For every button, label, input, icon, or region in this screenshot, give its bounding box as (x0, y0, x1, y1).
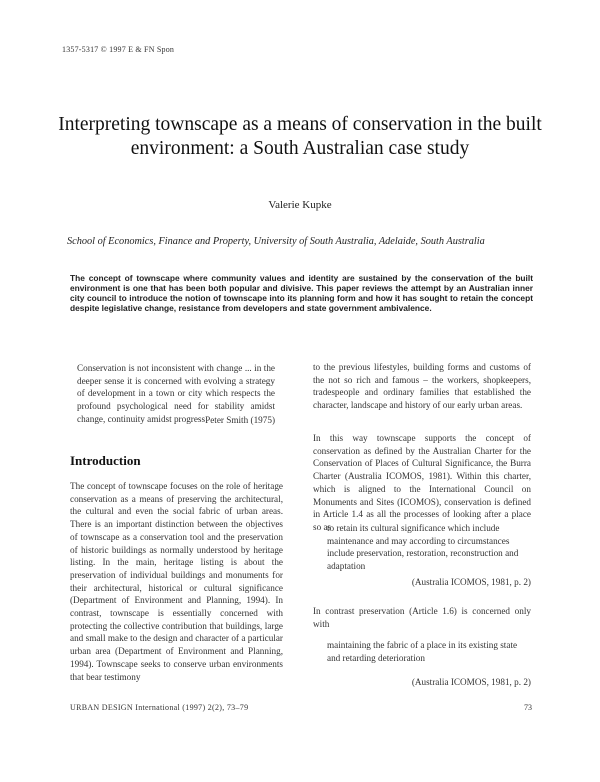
block-quote-1: to retain its cultural significance which include maintenance and may according to circumstances include preservation, restoration, reconstruction and adaptation (327, 523, 519, 572)
column2-paragraph-2: In this way townscape supports the concept of conservation as defined by the Australian Charter for the Conservation of Places of Cultural Significance, the Burra Charter (Australia ICOMOS, 1981). Within this charter, which is aligned to the International Council on Monuments and Sites (ICOMOS), conservation is defined in Article 1.4 as all the processes of looking after a place so as (313, 433, 531, 532)
author-name: Valerie Kupke (268, 199, 332, 211)
author-affiliation: School of Economics, Finance and Property, University of South Australia, Adelaide, South Australia (67, 236, 485, 247)
page-number: 73 (524, 703, 532, 712)
footer-journal-citation: URBAN DESIGN International (1997) 2(2), 73–79 (70, 703, 249, 712)
abstract: The concept of townscape where community values and identity are sustained by the conservation of the built environment is one that has been both popular and divisive. This paper reviews the attempt by an Australian inner city council to introduce the notion of townscape into its planning form and how it has sought to retain the concept despite legislative change, resistance from developers and state government ambivalence. (70, 273, 533, 313)
section-heading-introduction: Introduction (70, 453, 141, 468)
epigraph-citation: Peter Smith (1975) (205, 415, 275, 425)
column2-paragraph-1: to the previous lifestyles, building forms and customs of the not so rich and famous – the workers, shopkeepers, tradespeople and ordinary families that established the character, landscape and history of our early urban areas. (313, 362, 531, 411)
block-quote-2-citation: (Australia ICOMOS, 1981, p. 2) (411, 677, 531, 687)
issn-copyright-line: 1357-5317 © 1997 E & FN Spon (62, 45, 175, 54)
epigraph-quote: Conservation is not inconsistent with change ... in the deeper sense it is concerned with evolving a strategy of development in a town or city which respects the profound psychological need for stability amidst change, continuity amidst progress (77, 363, 275, 424)
block-quote-2: maintaining the fabric of a place in its existing state and retarding deterioration (327, 640, 518, 663)
column2-paragraph-3: In contrast preservation (Article 1.6) is concerned only with (313, 606, 531, 629)
article-title: Interpreting townscape as a means of conservation in the built environment: a South Australian case study (58, 114, 542, 159)
introduction-paragraph: The concept of townscape focuses on the role of heritage conservation as a means of preserving the architectural, the cultural and even the social fabric of urban areas. There is an important distinction between the objectives of townscape as a conservation tool and the preservation of historic buildings as normally understood by heritage listing. In the main, heritage listing is about the preservation of individual buildings and monuments for their architectural, historical or cultural significance (Department of Environment and Planning, 1994). In contrast, townscape is essentially concerned with protecting the collective contribution that buildings, large and small make to the design and character of a particular urban area (Department of Environment and Planning, 1994). Townscape seeks to conserve urban environments that bear testimony (70, 481, 283, 682)
block-quote-1-citation: (Australia ICOMOS, 1981, p. 2) (411, 577, 531, 587)
